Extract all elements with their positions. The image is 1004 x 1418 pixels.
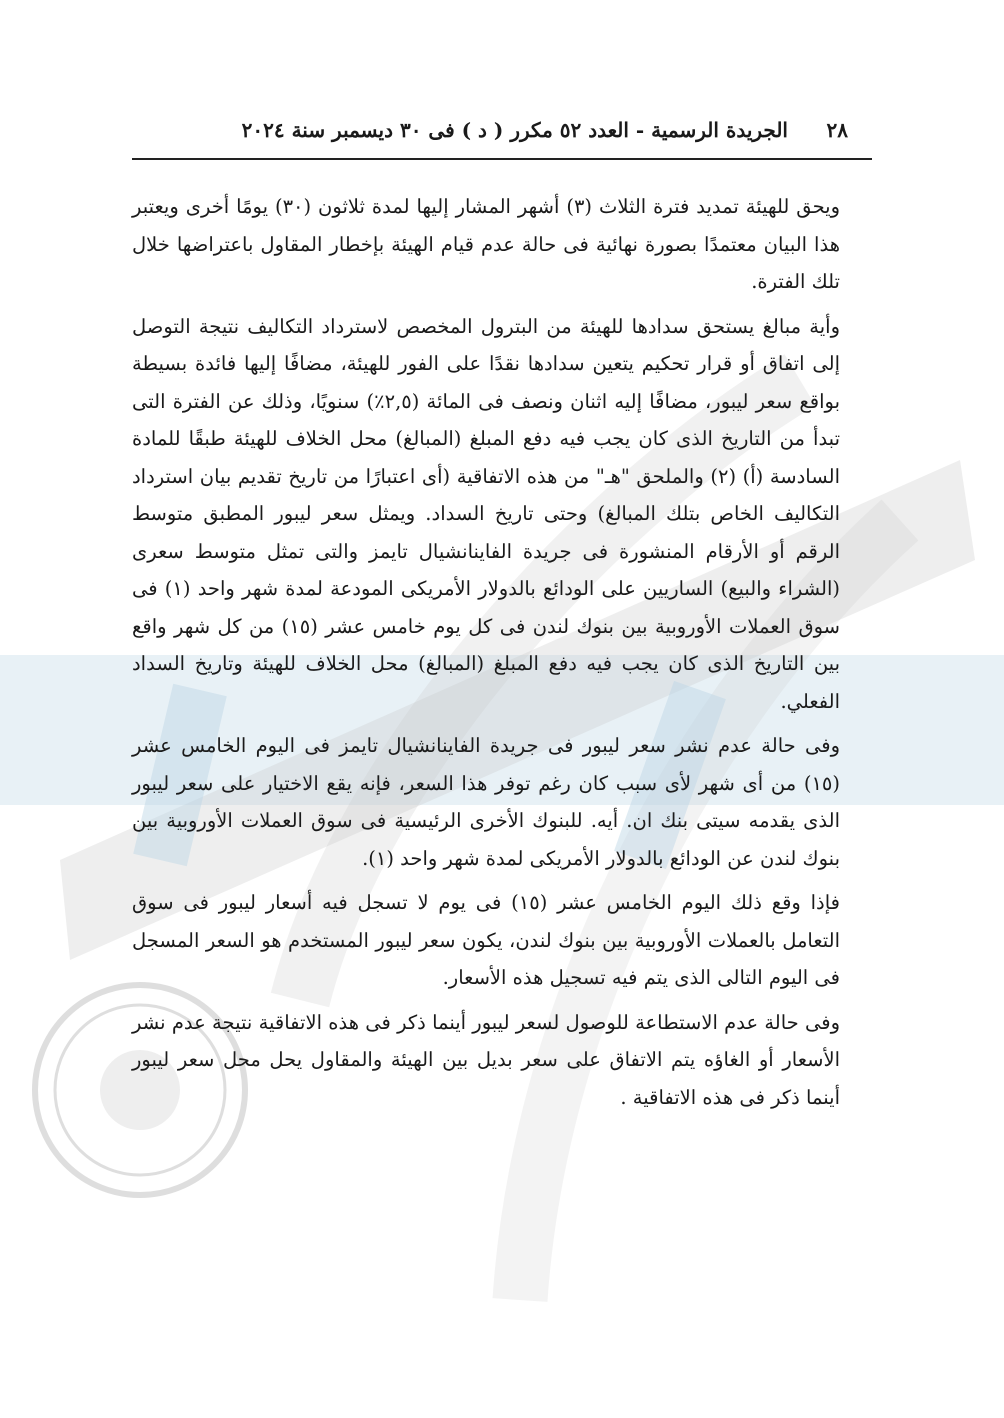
paragraph: وأية مبالغ يستحق سدادها للهيئة من البترول المخصص لاسترداد التكاليف نتيجة التوصل إلى اتفاق أو قرار تحكيم يتعين سدادها نقدًا على الفور للهيئة، مضافًا إليها فائدة بسيطة بواقع سعر ليبور، مضافًا إليه اثنان ونصف فى المائة (٢,٥٪) سنويًا، وذلك عن الفترة التى تبدأ من التاريخ الذى كان يجب فيه دفع المبلغ (المبالغ) محل الخلاف للهيئة طبقًا للمادة السادسة (أ) (٢) والملحق "هـ" من هذه الاتفاقية (أى اعتبارًا من تاريخ تقديم بيان استرداد التكاليف الخاص بتلك المبالغ) وحتى تاريخ السداد. ويمثل سعر ليبور المطبق متوسط الرقم أو الأرقام المنشورة فى جريدة الفاينانشيال تايمز والتى تمثل متوسط سعرى (الشراء والبيع) الساريين على الودائع بالدولار الأمريكى المودعة لمدة شهر واحد (١) فى سوق العملات الأوروبية بين بنوك لندن فى كل يوم خامس عشر (١٥) من كل شهر واقع بين التاريخ الذى كان يجب فيه دفع المبلغ (المبالغ) محل الخلاف للهيئة وتاريخ السداد الفعلي. [132,314,841,713]
paragraph: فإذا وقع ذلك اليوم الخامس عشر (١٥) فى يوم لا تسجل فيه أسعار ليبور فى سوق التعامل بالعملات الأوروبية بين بنوك لندن، يكون سعر ليبور المستخدم هو السعر المسجل فى اليوم التالى الذى يتم فيه تسجيل هذه الأسعار. [132,891,840,989]
paragraph: وفى حالة عدم الاستطاعة للوصول لسعر ليبور أينما ذكر فى هذه الاتفاقية نتيجة عدم نشر الأسعار أو الغاؤه يتم الاتفاق على سعر بديل بين الهيئة والمقاول يحل محل سعر ليبور أينما ذكر فى هذه الاتفاقية . [132,1010,840,1109]
running-title: الجريدة الرسمية - العدد ٥٢ مكرر ( د ) فى ٣٠ ديسمبر سنة ٢٠٢٤ [241,118,788,142]
document-body [132,188,840,1123]
paragraph: وفى حالة عدم نشر سعر ليبور فى جريدة الفاينانشيال تايمز فى اليوم الخامس عشر (١٥) من أى شهر لأى سبب كان رغم توفر هذا السعر، فإنه يقع الاختيار على سعر ليبور الذى يقدمه سيتى بنك ان. أيه. للبنوك الأخرى الرئيسية فى سوق العملات الأوروبية بين بنوك لندن عن الودائع بالدولار الأمريكى لمدة شهر واحد (١). [132,734,840,870]
paragraph: ويحق للهيئة تمديد فترة الثلاث (٣) أشهر المشار إليها لمدة ثلاثون (٣٠) يومًا أخرى ويعتبر هذا البيان معتمدًا بصورة نهائية فى حالة عدم قيام الهيئة بإخطار المقاول باعتراضها خلال تلك الفترة. [132,195,840,293]
page-header [132,114,872,160]
page-number: ٢٨ [826,118,848,142]
